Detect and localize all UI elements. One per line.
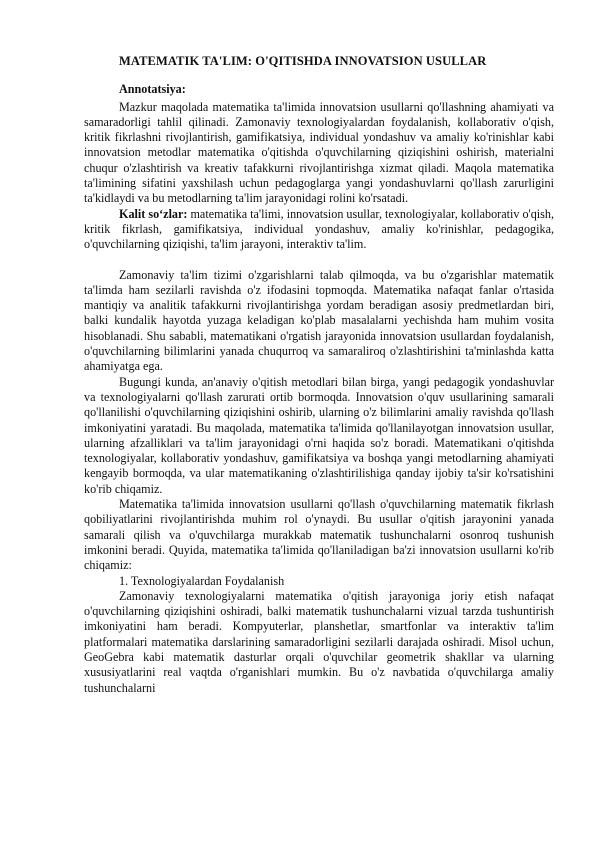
article-title: MATEMATIK TA'LIM: O'QITISHDA INNOVATSION USULLAR	[119, 54, 487, 68]
abstract-text: Mazkur maqolada matematika ta'limida innovatsion usullarni qo'llashning ahamiyati va samaradorligi tahlil qilinadi. Zamonaviy texnologiyalardan foydalanish, kollaborativ o'qish, kritik fikrlashni rivojlantirish, gamifikatsiya, individual yondashuv va amaliy ko'rinishlar kabi innovatsion metodlar matematika o'qitishda o'quvchilarning qiziqishini oshirish, materialni chuqur o'zlashtirish va kreativ tafakkurni rivojlantirishga xizmat qiladi. Maqola matematika ta'limining sifatini yaxshilash uchun pedagoglarga yangi yondashuvlarni qo'llash zarurligini ta'kidlaydi va bu metodlarning ta'lim jarayonidagi rolini ko'rsatadi.	[84, 99, 554, 206]
section-gap	[84, 253, 554, 268]
section-paragraph: Zamonaviy texnologiyalarni matematika o'qitish jarayoniga joriy etish nafaqat o'quvchilarning qiziqishini oshiradi, balki matematik tushunchalarni vizual tarzda tushuntirish imkoniyatini ham beradi. Kompyuterlar, planshetlar, smartfonlar va interaktiv ta'lim platformalari matematika darslarining samaradorligini sezilarli darajada oshiradi. Misol uchun, GeoGebra kabi matematik dasturlar orqali o'quvchilar geometrik shakllar va ularning xususiyatlarini real vaqtda o'rganishlari mumkin. Bu o'z navbatida o'quvchilarga amaliy tushunchalarni	[84, 588, 554, 695]
body-paragraph-2: Bugungi kunda, an'anaviy o'qitish metodlari bilan birga, yangi pedagogik yondashuvlar va texnologiyalarni qo'llash zarurati ortib bormoqda. Innovatsion o'quv usullarining samarali qo'llanilishi o'quvchilarning qiziqishini oshirib, ularning o'z bilimlarini amaliy ravishda qo'llash imkoniyatini yaratadi. Bu maqolada, matematika ta'limida qo'llanilayotgan innovatsion usullar, ularning afzalliklari va ta'lim jarayonidagi o'rni haqida so'z boradi. Matematikani o'qitishda texnologiyalar, kollaborativ yondashuv, gamifikatsiya va boshqa yangi metodlarning ahamiyati kengayib bormoqda, va ular matematikaning o'zlashtirilishiga qanday ijobiy ta'sir ko'rsatishini ko'rib chiqamiz.	[84, 374, 554, 496]
keywords-paragraph	[84, 207, 554, 253]
keywords-text: matematika ta'limi, innovatsion usullar, texnologiyalar, kollaborativ o'qish, kritik fikrlash, gamifikatsiya, individual yondashuv, amaliy ko'rinishlar, pedagogika, o'quvchilarning qiziqishi, ta'lim jarayoni, interaktiv ta'lim.	[84, 206, 554, 252]
body-paragraph-1: Zamonaviy ta'lim tizimi o'zgarishlarni talab qilmoqda, va bu o'zgarishlar matematik ta'limda ham sezilarli ravishda o'z ifodasini topmoqda. Matematika nafaqat fanlar o'rtasida mantiqiy va analitik tafakkurni rivojlantirishga yordam beradigan asosiy predmetlardan biri, balki kundalik hayotda yuzaga keladigan ko'plab masalalarni yechishda ham muhim vosita hisoblanadi. Shu sababli, matematikani o'rgatish jarayonida innovatsion usullardan foydalanish, o'quvchilarning bilimlarini yanada chuqurroq va samaraliroq o'zlashtirishini ta'minlashda katta ahamiyatga ega.	[84, 267, 554, 374]
section-heading: 1. Texnologiyalardan Foydalanish	[119, 573, 285, 588]
keywords-label: Kalit so‘zlar:	[119, 206, 188, 221]
abstract-heading: Annotatsiya:	[119, 82, 186, 97]
body-paragraph-3: Matematika ta'limida innovatsion usullarni qo'llash o'quvchilarning matematik fikrlash qobiliyatlarini rivojlantirishda muhim rol o'ynaydi. Bu usullar o'qitish jarayonini yanada samarali qilish va o'quvchilarga murakkab matematik tushunchalarni osonroq tushunish imkonini beradi. Quyida, matematika ta'limida qo'llaniladigan ba'zi innovatsion usullarni ko'rib chiqamiz:	[84, 497, 554, 573]
document-page	[84, 54, 554, 696]
